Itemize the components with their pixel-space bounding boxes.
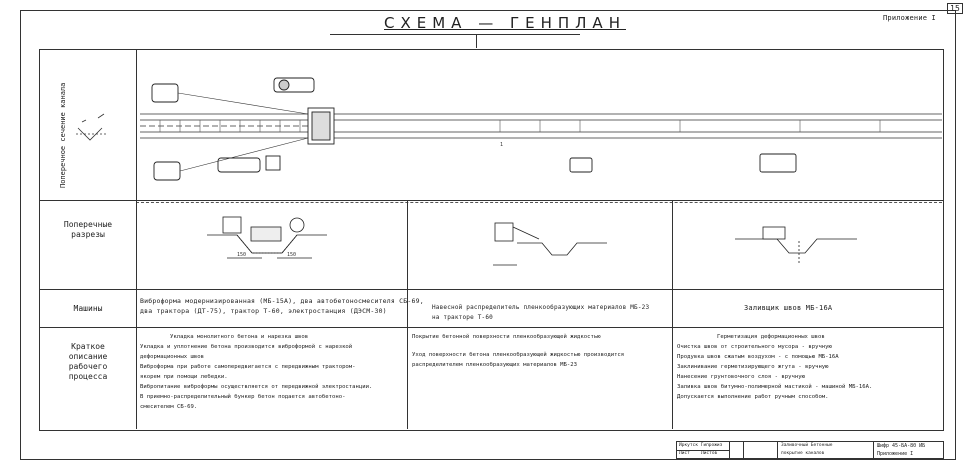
stamp-divider-1 <box>729 442 730 458</box>
desc-col1-line6: Вибропитание виброформы осуществляется от передвижной электростанции. <box>140 384 373 390</box>
machines-col3-line1: Заливщик швов МБ-16А <box>744 304 833 312</box>
stamp-appendix: Приложение I <box>877 451 914 457</box>
dimension-b: 150 <box>287 252 297 258</box>
desc-col2-line3: распределителем пленкообразующих материалов МБ-23 <box>412 362 578 368</box>
description-col2 <box>412 332 670 370</box>
desc-col1-line2: Укладка и уплотнение бетона производится виброформой с нарезкой <box>140 344 353 350</box>
stamp-divider-4 <box>873 442 874 458</box>
plan-drawing <box>40 50 942 200</box>
row-divider-1 <box>39 200 943 201</box>
desc-col3-line3: Продувка швов сжатым воздухом - с помощью МБ-16А <box>677 354 839 360</box>
stamp-divider-3 <box>777 442 778 458</box>
sections-label-line2: разрезы <box>71 230 105 239</box>
svg-text:1: 1 <box>500 142 504 148</box>
desc-label-line4: процесса <box>68 372 108 381</box>
machines-col1-line2: два трактора (ДТ-75), трактор Т-60, электростанция (ДЭСМ-30) <box>140 307 387 315</box>
desc-col2-spacer <box>412 342 670 350</box>
description-col3 <box>677 332 939 402</box>
appendix-label: Приложение I <box>883 14 936 22</box>
desc-col1-line7: В приемно-распределительный бункер бетон подается автобетоно- <box>140 394 346 400</box>
desc-col2-line2: Уход поверхности бетона пленкообразующей жидкостью производится <box>412 352 625 358</box>
desc-col1-line1: Укладка монолитного бетона и нарезка швов <box>170 334 309 340</box>
row-divider-3 <box>39 327 943 328</box>
desc-col1-line4: Виброформа при работе самопередвигается с передвижным трактором- <box>140 364 356 370</box>
desc-label-line3: рабочего <box>68 362 108 371</box>
row-divider-2 <box>39 289 943 290</box>
desc-col3-line5: Нанесение грунтовочного слоя - вручную <box>677 374 805 380</box>
stamp-sheets-label: Листов <box>701 451 718 456</box>
machines-col2-line2: на тракторе Т-60 <box>432 314 493 321</box>
title-block <box>676 441 944 459</box>
machines-col1-line1: Виброформа модернизированная (МБ-15А), два автобетоносмесителя СБ-69, <box>140 297 424 305</box>
desc-col1-line5: якорем при помощи лебедки. <box>140 374 228 380</box>
sections-row-label <box>40 220 136 240</box>
stamp-divider-2 <box>743 442 744 458</box>
machines-col2-line1: Навесной распределитель пленкообразующих материалов МБ-23 <box>432 304 650 311</box>
desc-col1-line3: деформационных швов <box>140 354 204 360</box>
machines-col2 <box>432 303 668 323</box>
sections-drawing <box>137 203 942 289</box>
dimension-a: 150 <box>237 252 247 258</box>
stamp-code: Шифр 45-БА-80 ИБ <box>877 443 926 449</box>
desc-label-line1: Краткое <box>71 342 105 351</box>
desc-col3-line6: Заливка швов битумно-полимерной мастикой - машиной МБ-16А. <box>677 384 873 390</box>
stamp-org: Иркутск Гипрожиз <box>679 443 723 448</box>
header-tick <box>476 34 477 48</box>
description-row-label <box>40 342 136 382</box>
machines-col1 <box>140 296 424 316</box>
header-rule <box>330 34 580 35</box>
desc-col2-line1: Покрытие бетонной поверхности пленкообразующей жидкостью <box>412 334 601 340</box>
stamp-title-line1: Заливочный Бетонные <box>781 443 833 448</box>
machines-col3 <box>744 304 934 313</box>
description-col1 <box>140 332 405 412</box>
stamp-sheet-label: Лист <box>679 451 690 456</box>
desc-col3-line1: Герметизация деформационных швов <box>717 334 825 340</box>
page-title: СХЕМА — ГЕНПЛАН <box>384 14 626 32</box>
machines-row-label: Машины <box>73 304 103 313</box>
desc-col1-line8: смесителем СБ-69. <box>140 404 198 410</box>
desc-col3-line4: Заклинивание герметизирующего жгута - вручную <box>677 364 829 370</box>
desc-col3-line7: Допускается выполнение работ ручным способом. <box>677 394 829 400</box>
desc-label-line2: описание <box>68 352 108 361</box>
sections-label-line1: Поперечные <box>63 220 113 229</box>
page-number: 15 <box>947 3 963 14</box>
plan-row-label: Поперечное сечение канала <box>59 82 67 188</box>
stamp-title-line2: покрытие каналов <box>781 451 825 456</box>
desc-col3-line2: Очистка швов от строительного мусора - вручную <box>677 344 832 350</box>
